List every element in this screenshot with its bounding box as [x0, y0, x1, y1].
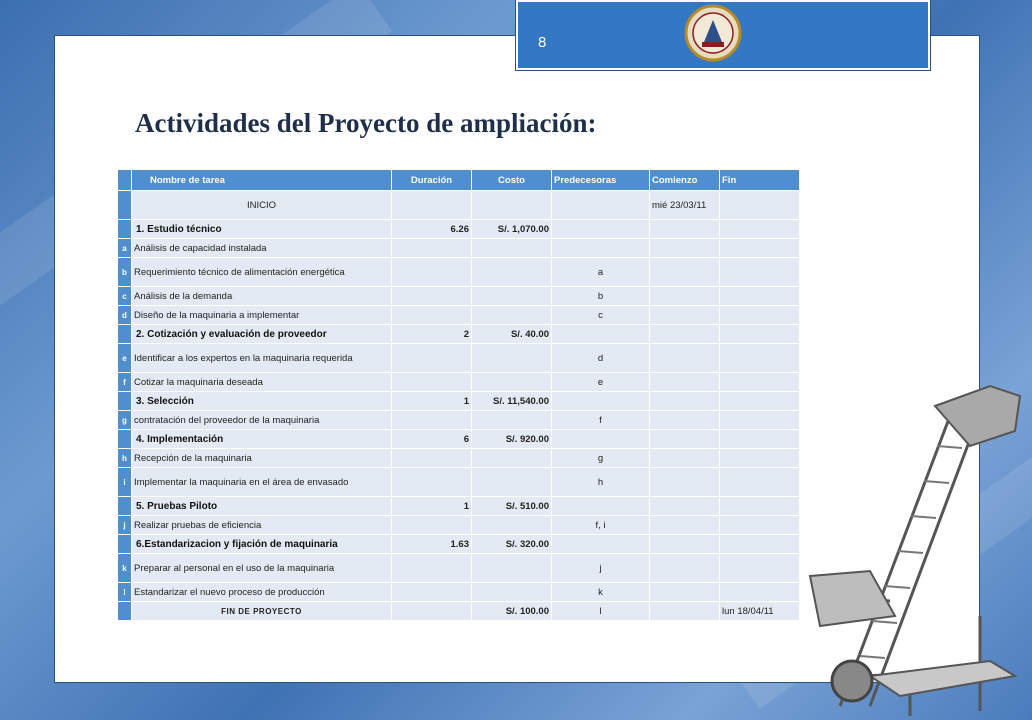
- task-cost: [472, 373, 552, 392]
- row-index: [118, 191, 132, 220]
- task-duration: 2: [392, 325, 472, 344]
- task-duration: [392, 373, 472, 392]
- row-index: [118, 497, 132, 516]
- header-index: [118, 170, 132, 191]
- table-row: [118, 392, 800, 411]
- task-duration: [392, 306, 472, 325]
- task-cost: [472, 583, 552, 602]
- header-cost: Costo: [472, 170, 552, 191]
- task-predecessors: e: [552, 373, 650, 392]
- table-row: [118, 468, 800, 497]
- header-task-name: Nombre de tarea: [132, 170, 392, 191]
- task-cost: [472, 554, 552, 583]
- table-row: [118, 497, 800, 516]
- task-cost: S/. 40.00: [472, 325, 552, 344]
- row-index: k: [118, 554, 132, 583]
- task-cost: [472, 287, 552, 306]
- task-duration: [392, 239, 472, 258]
- table-row: [118, 373, 800, 392]
- task-name: 1. Estudio técnico: [132, 220, 392, 239]
- task-start: [650, 392, 720, 411]
- task-start: mié 23/03/11: [650, 191, 720, 220]
- task-start: [650, 411, 720, 430]
- task-duration: 1: [392, 497, 472, 516]
- task-duration: [392, 191, 472, 220]
- task-start: [650, 306, 720, 325]
- table-row: [118, 449, 800, 468]
- table-row: [118, 344, 800, 373]
- task-start: [650, 325, 720, 344]
- task-duration: [392, 258, 472, 287]
- task-duration: [392, 602, 472, 621]
- task-name: INICIO: [132, 191, 392, 220]
- task-end: [720, 497, 800, 516]
- table-row: [118, 306, 800, 325]
- slide: [54, 35, 980, 683]
- task-predecessors: d: [552, 344, 650, 373]
- task-duration: [392, 554, 472, 583]
- conveyor-machine-icon: [800, 376, 1032, 716]
- task-start: [650, 602, 720, 621]
- task-duration: [392, 344, 472, 373]
- task-duration: [392, 411, 472, 430]
- task-end: [720, 468, 800, 497]
- slide-number: 8: [538, 34, 547, 51]
- task-name: Análisis de capacidad instalada: [132, 239, 392, 258]
- task-predecessors: c: [552, 306, 650, 325]
- row-index: [118, 392, 132, 411]
- task-start: [650, 554, 720, 583]
- row-index: [118, 430, 132, 449]
- task-duration: [392, 468, 472, 497]
- task-name: FIN DE PROYECTO: [132, 602, 392, 621]
- task-start: [650, 373, 720, 392]
- task-start: [650, 516, 720, 535]
- task-start: [650, 583, 720, 602]
- task-predecessors: f: [552, 411, 650, 430]
- task-name: 5. Pruebas Piloto: [132, 497, 392, 516]
- slide-title: Actividades del Proyecto de ampliación:: [135, 108, 597, 138]
- task-end: [720, 344, 800, 373]
- row-index: b: [118, 258, 132, 287]
- header-predecessors: Predecesoras: [552, 170, 650, 191]
- table-row: [118, 239, 800, 258]
- task-end: [720, 191, 800, 220]
- task-cost: S/. 100.00: [472, 602, 552, 621]
- task-duration: 1.63: [392, 535, 472, 554]
- task-predecessors: [552, 220, 650, 239]
- task-start: [650, 535, 720, 554]
- task-cost: [472, 239, 552, 258]
- task-predecessors: l: [552, 602, 650, 621]
- task-name: 4. Implementación: [132, 430, 392, 449]
- task-name: 2. Cotización y evaluación de proveedor: [132, 325, 392, 344]
- table-row: [118, 325, 800, 344]
- header-duration: Duración: [392, 170, 472, 191]
- task-end: [720, 325, 800, 344]
- task-predecessors: g: [552, 449, 650, 468]
- task-predecessors: [552, 239, 650, 258]
- task-predecessors: f, i: [552, 516, 650, 535]
- task-end: [720, 373, 800, 392]
- task-name: Implementar la maquinaria en el área de envasado: [132, 468, 392, 497]
- row-index: h: [118, 449, 132, 468]
- row-index: [118, 602, 132, 621]
- task-cost: S/. 510.00: [472, 497, 552, 516]
- table-row: [118, 430, 800, 449]
- task-predecessors: [552, 392, 650, 411]
- task-name: Preparar al personal en el uso de la maquinaria: [132, 554, 392, 583]
- task-start: [650, 468, 720, 497]
- task-name: 3. Selección: [132, 392, 392, 411]
- task-cost: [472, 344, 552, 373]
- task-duration: [392, 516, 472, 535]
- task-name: Diseño de la maquinaria a implementar: [132, 306, 392, 325]
- task-duration: 6.26: [392, 220, 472, 239]
- task-name: Realizar pruebas de eficiencia: [132, 516, 392, 535]
- task-end: [720, 516, 800, 535]
- table-row: [118, 602, 800, 621]
- task-start: [650, 220, 720, 239]
- task-cost: [472, 191, 552, 220]
- task-predecessors: b: [552, 287, 650, 306]
- task-duration: [392, 449, 472, 468]
- table-row: [118, 554, 800, 583]
- task-start: [650, 497, 720, 516]
- task-name: Recepción de la maquinaria: [132, 449, 392, 468]
- row-index: l: [118, 583, 132, 602]
- task-predecessors: [552, 430, 650, 449]
- table-row: [118, 411, 800, 430]
- table-row: [118, 287, 800, 306]
- task-predecessors: a: [552, 258, 650, 287]
- task-start: [650, 449, 720, 468]
- task-cost: S/. 11,540.00: [472, 392, 552, 411]
- task-cost: S/. 1,070.00: [472, 220, 552, 239]
- task-name: Requerimiento técnico de alimentación energética: [132, 258, 392, 287]
- task-predecessors: [552, 535, 650, 554]
- task-end: [720, 535, 800, 554]
- task-end: [720, 287, 800, 306]
- header-start: Comienzo: [650, 170, 720, 191]
- task-name: Estandarizar el nuevo proceso de producción: [132, 583, 392, 602]
- task-predecessors: h: [552, 468, 650, 497]
- row-index: i: [118, 468, 132, 497]
- row-index: [118, 535, 132, 554]
- task-start: [650, 430, 720, 449]
- table-row: [118, 583, 800, 602]
- task-end: [720, 239, 800, 258]
- task-end: [720, 392, 800, 411]
- task-name: Identificar a los expertos en la maquinaria requerida: [132, 344, 392, 373]
- task-cost: [472, 516, 552, 535]
- row-index: c: [118, 287, 132, 306]
- task-duration: 1: [392, 392, 472, 411]
- row-index: d: [118, 306, 132, 325]
- task-end: [720, 258, 800, 287]
- task-end: [720, 554, 800, 583]
- task-predecessors: [552, 191, 650, 220]
- task-cost: [472, 468, 552, 497]
- row-index: e: [118, 344, 132, 373]
- task-start: [650, 258, 720, 287]
- row-index: f: [118, 373, 132, 392]
- task-end: lun 18/04/11: [720, 602, 800, 621]
- task-name: contratación del proveedor de la maquinaria: [132, 411, 392, 430]
- task-duration: [392, 583, 472, 602]
- row-index: a: [118, 239, 132, 258]
- task-end: [720, 306, 800, 325]
- task-table: [117, 169, 800, 621]
- task-name: Análisis de la demanda: [132, 287, 392, 306]
- task-cost: [472, 306, 552, 325]
- task-predecessors: j: [552, 554, 650, 583]
- table-row: [118, 191, 800, 220]
- task-start: [650, 344, 720, 373]
- row-index: g: [118, 411, 132, 430]
- task-name: 6.Estandarizacion y fijación de maquinaria: [132, 535, 392, 554]
- task-duration: 6: [392, 430, 472, 449]
- row-index: [118, 220, 132, 239]
- task-predecessors: k: [552, 583, 650, 602]
- task-start: [650, 287, 720, 306]
- row-index: j: [118, 516, 132, 535]
- task-end: [720, 430, 800, 449]
- table-row: [118, 516, 800, 535]
- task-cost: [472, 258, 552, 287]
- task-end: [720, 583, 800, 602]
- task-duration: [392, 287, 472, 306]
- task-name: Cotizar la maquinaria deseada: [132, 373, 392, 392]
- task-cost: [472, 411, 552, 430]
- task-start: [650, 239, 720, 258]
- slide-header: [516, 0, 930, 70]
- task-cost: S/. 920.00: [472, 430, 552, 449]
- table-row: [118, 535, 800, 554]
- university-seal-icon: [684, 2, 742, 64]
- task-predecessors: [552, 497, 650, 516]
- table-row: [118, 220, 800, 239]
- table-header-row: [118, 170, 800, 191]
- task-end: [720, 220, 800, 239]
- table-row: [118, 258, 800, 287]
- task-predecessors: [552, 325, 650, 344]
- header-end: Fin: [720, 170, 800, 191]
- row-index: [118, 325, 132, 344]
- task-end: [720, 411, 800, 430]
- task-cost: S/. 320.00: [472, 535, 552, 554]
- task-cost: [472, 449, 552, 468]
- task-end: [720, 449, 800, 468]
